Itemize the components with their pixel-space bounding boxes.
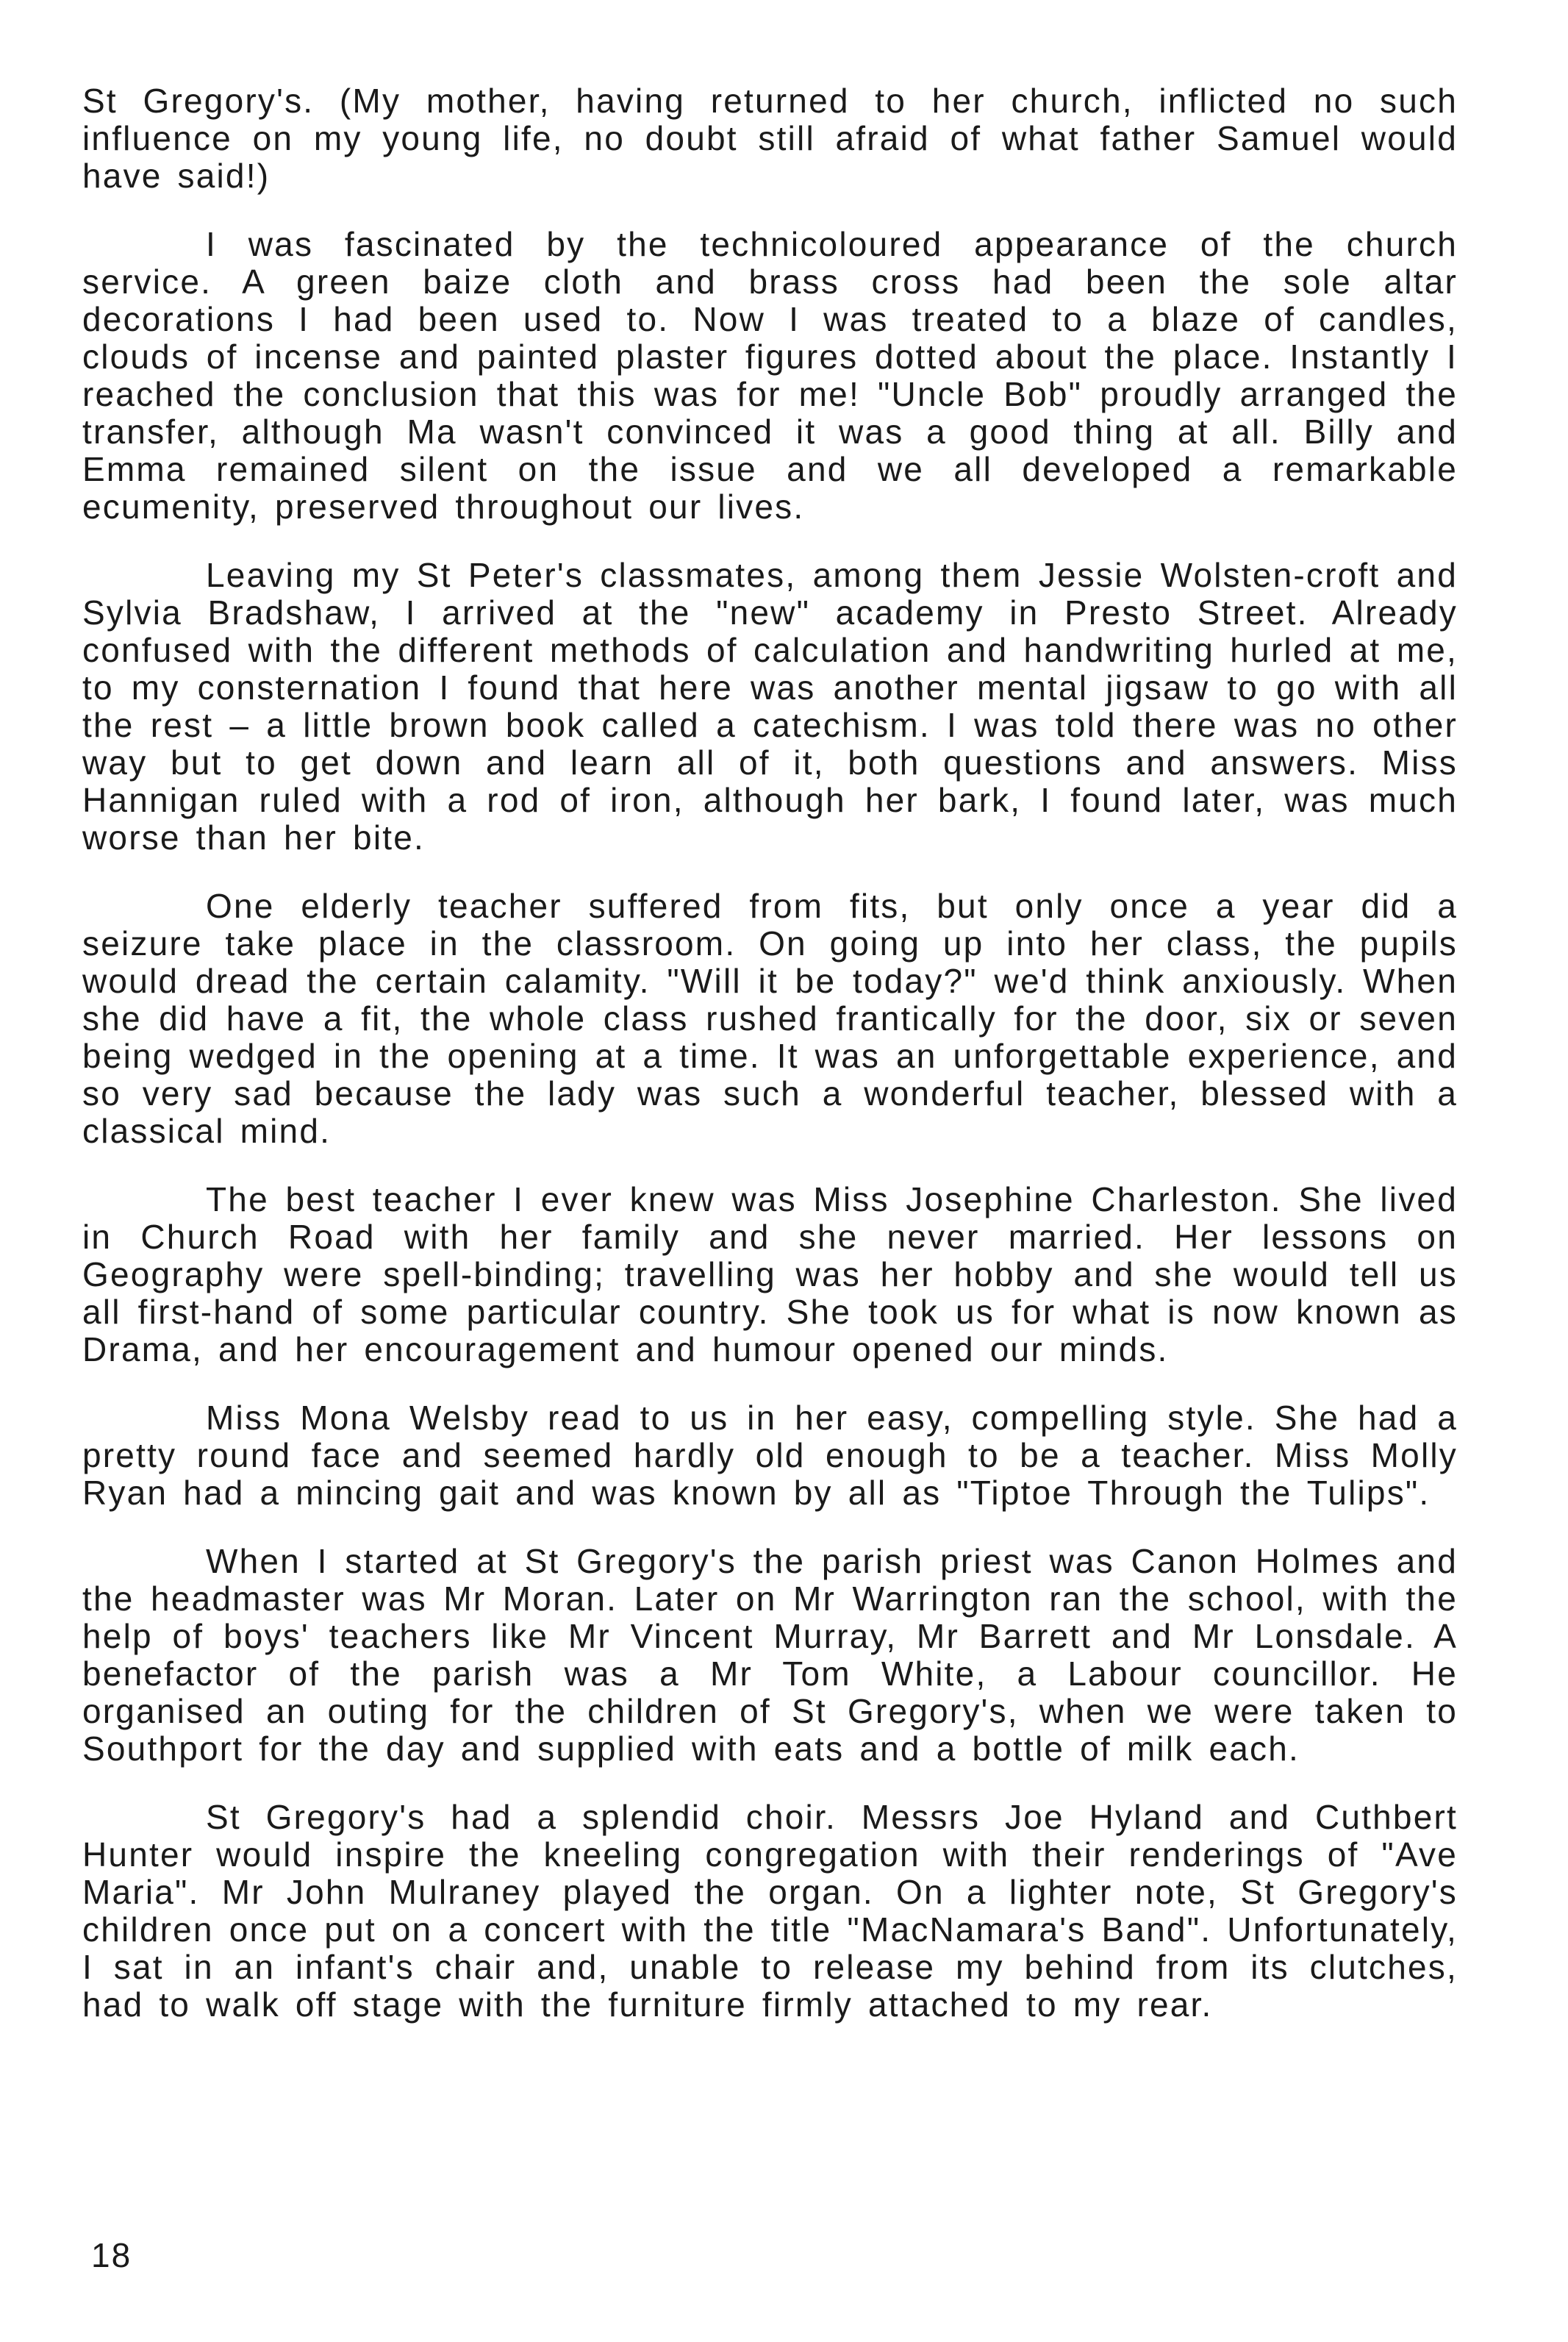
paragraph: I was fascinated by the technicoloured appearance of the church service. A green baize cloth and brass cross had been the sole altar decorations I had been used to. Now I was treated to a blaze of candles, clouds of incense and painted plaster figures dotted about the place. Instantly I reached the conclusion that this was for me! "Uncle Bob" proudly arranged the transfer, although Ma wasn't convinced it was a good thing at all. Billy and Emma remained silent on the issue and we all developed a remarkable ecumenity, preserved throughout our lives. xyxy=(82,225,1458,526)
paragraph: When I started at St Gregory's the parish priest was Canon Holmes and the headmaster was Mr Moran. Later on Mr Warrington ran the school, with the help of boys' teachers like Mr Vincent Murray, Mr Barrett and Mr Lonsdale. A benefactor of the parish was a Mr Tom White, a Labour councillor. He organised an outing for the children of St Gregory's, when we were taken to Southport for the day and supplied with eats and a bottle of milk each. xyxy=(82,1542,1458,1768)
paragraph: St Gregory's. (My mother, having returned to her church, inflicted no such influence on my young life, no doubt still afraid of what father Samuel would have said!) xyxy=(82,82,1458,195)
paragraph: Miss Mona Welsby read to us in her easy, compelling style. She had a pretty round face and seemed hardly old enough to be a teacher. Miss Molly Ryan had a mincing gait and was known by all as "Tiptoe Through the Tulips". xyxy=(82,1399,1458,1512)
page-number: 18 xyxy=(91,2236,132,2274)
paragraph: One elderly teacher suffered from fits, but only once a year did a seizure take place in the classroom. On going up into her class, the pupils would dread the certain calamity. "Will it be today?" we'd think anxiously. When she did have a fit, the whole class rushed frantically for the door, six or seven being wedged in the opening at a time. It was an unforgettable experience, and so very sad because the lady was such a wonderful teacher, blessed with a classical mind. xyxy=(82,887,1458,1150)
paragraph: The best teacher I ever knew was Miss Josephine Charleston. She lived in Church Road with her family and she never married. Her lessons on Geography were spell-binding; travelling was her hobby and she would tell us all first-hand of some particular country. She took us for what is now known as Drama, and her encouragement and humour opened our minds. xyxy=(82,1180,1458,1368)
paragraph: St Gregory's had a splendid choir. Messrs Joe Hyland and Cuthbert Hunter would inspire the kneeling congregation with their renderings of "Ave Maria". Mr John Mulraney played the organ. On a lighter note, St Gregory's children once put on a concert with the title "MacNamara's Band". Unfortunately, I sat in an infant's chair and, unable to release my behind from its clutches, had to walk off stage with the furniture firmly attached to my rear. xyxy=(82,1798,1458,2024)
paragraph: Leaving my St Peter's classmates, among them Jessie Wolsten-croft and Sylvia Bradshaw, I arrived at the "new" academy in Presto Street. Already confused with the different methods of calculation and handwriting hurled at me, to my consternation I found that here was another mental jigsaw to go with all the rest – a little brown book called a catechism. I was told there was no other way but to get down and learn all of it, both questions and answers. Miss Hannigan ruled with a rod of iron, although her bark, I found later, was much worse than her bite. xyxy=(82,556,1458,857)
